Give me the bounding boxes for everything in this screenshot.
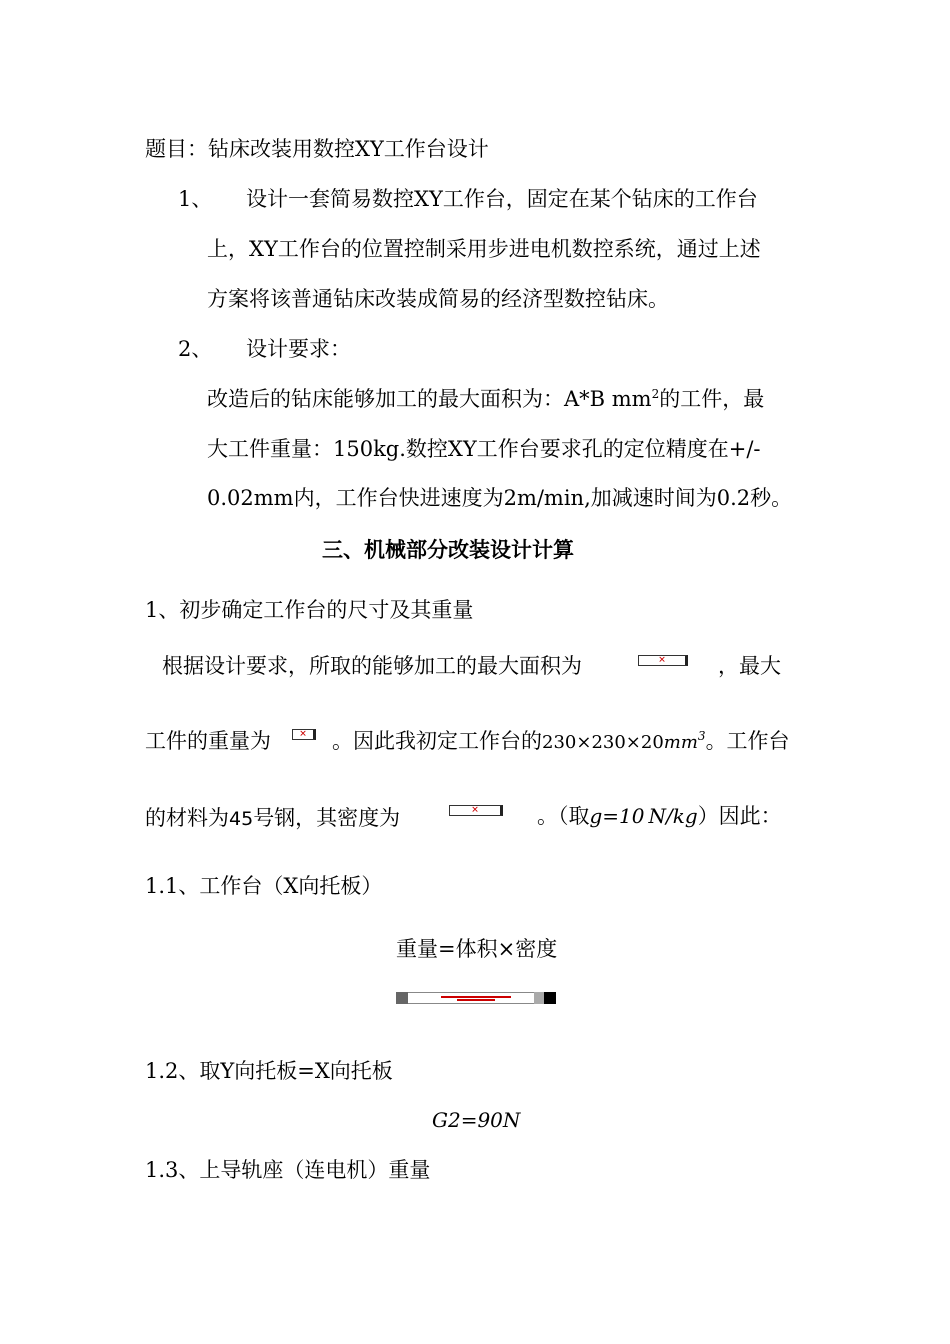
subsection-1-2-heading: 1.2、取Y向托板=X向托板 xyxy=(145,1059,393,1083)
item-2-line-1 xyxy=(207,389,764,410)
gravity-unit: N/kg xyxy=(648,804,698,828)
subsection-1-para-2-start: 工件的重量为 xyxy=(145,729,271,753)
g2-formula: G2=90N xyxy=(432,1108,521,1132)
document-title: 题目：钻床改装用数控XY工作台设计 xyxy=(145,137,489,161)
table-dimensions: 230×230×20 xyxy=(542,732,664,753)
broken-object-icon: ✕ xyxy=(658,655,666,665)
item-2-line-3: 0.02mm内，工作台快进速度为2m/min,加减速时间为0.2秒。 xyxy=(207,486,793,510)
section-heading: 三、机械部分改装设计计算 xyxy=(322,537,574,562)
para-2-text: 。因此我初定工作台的 xyxy=(332,729,542,753)
subsection-1-para-3-start xyxy=(145,808,400,829)
item-2-line-2: 大工件重量：150kg.数控XY工作台要求孔的定位精度在+/- xyxy=(207,437,761,461)
embedded-formula-object-weight xyxy=(292,729,316,740)
item-1-line-3: 方案将该普通钻床改装成简易的经济型数控钻床。 xyxy=(207,287,669,311)
para-3-tail: ）因此： xyxy=(697,804,782,828)
subsection-1-para-1-end: ，最大 xyxy=(718,654,781,678)
gravity-formula: g=10 xyxy=(589,804,645,828)
weight-formula: 重量=体积×密度 xyxy=(396,937,558,961)
subsection-1-para-1-start: 根据设计要求，所取的能够加工的最大面积为 xyxy=(162,654,582,678)
embedded-formula-object-density xyxy=(449,805,503,816)
item-1-number: 1、 xyxy=(178,187,213,211)
item-2-line-1-tail: 的工件，最 xyxy=(659,387,765,411)
volume-unit: mm xyxy=(663,732,698,753)
embedded-formula-object-weight-calc xyxy=(396,992,556,1004)
embedded-formula-object-area xyxy=(638,655,688,666)
volume-unit-exponent: 3 xyxy=(697,729,706,743)
subsection-1-para-2-mid xyxy=(332,731,790,752)
subsection-1-heading: 1、初步确定工作台的尺寸及其重量 xyxy=(145,598,474,622)
item-1-line-2: 上，XY工作台的位置控制采用步进电机数控系统，通过上述 xyxy=(207,237,761,261)
item-2-label: 设计要求： xyxy=(246,337,351,361)
para-3-open: 。（取 xyxy=(537,804,590,828)
broken-object-icon: ✕ xyxy=(299,729,307,739)
area-unit-exponent: 2 xyxy=(651,387,660,401)
para-3-material: 号钢，其密度为 xyxy=(253,806,401,830)
item-2-line-1-text: 改造后的钻床能够加工的最大面积为：A*B mm xyxy=(207,387,652,411)
subsection-1-para-3-end xyxy=(537,806,782,827)
para-2-tail: 。工作台 xyxy=(705,729,790,753)
subsection-1-1-heading: 1.1、工作台（X向托板） xyxy=(145,874,383,898)
item-1-line-1: 设计一套简易数控XY工作台，固定在某个钻床的工作台 xyxy=(246,187,758,211)
item-2-number: 2、 xyxy=(178,337,213,361)
broken-object-icon: ✕ xyxy=(471,805,479,815)
para-3-text: 的材料为 xyxy=(145,806,229,830)
subsection-1-3-heading: 1.3、上导轨座（连电机）重量 xyxy=(145,1158,431,1182)
steel-grade-number: 45 xyxy=(229,808,254,830)
